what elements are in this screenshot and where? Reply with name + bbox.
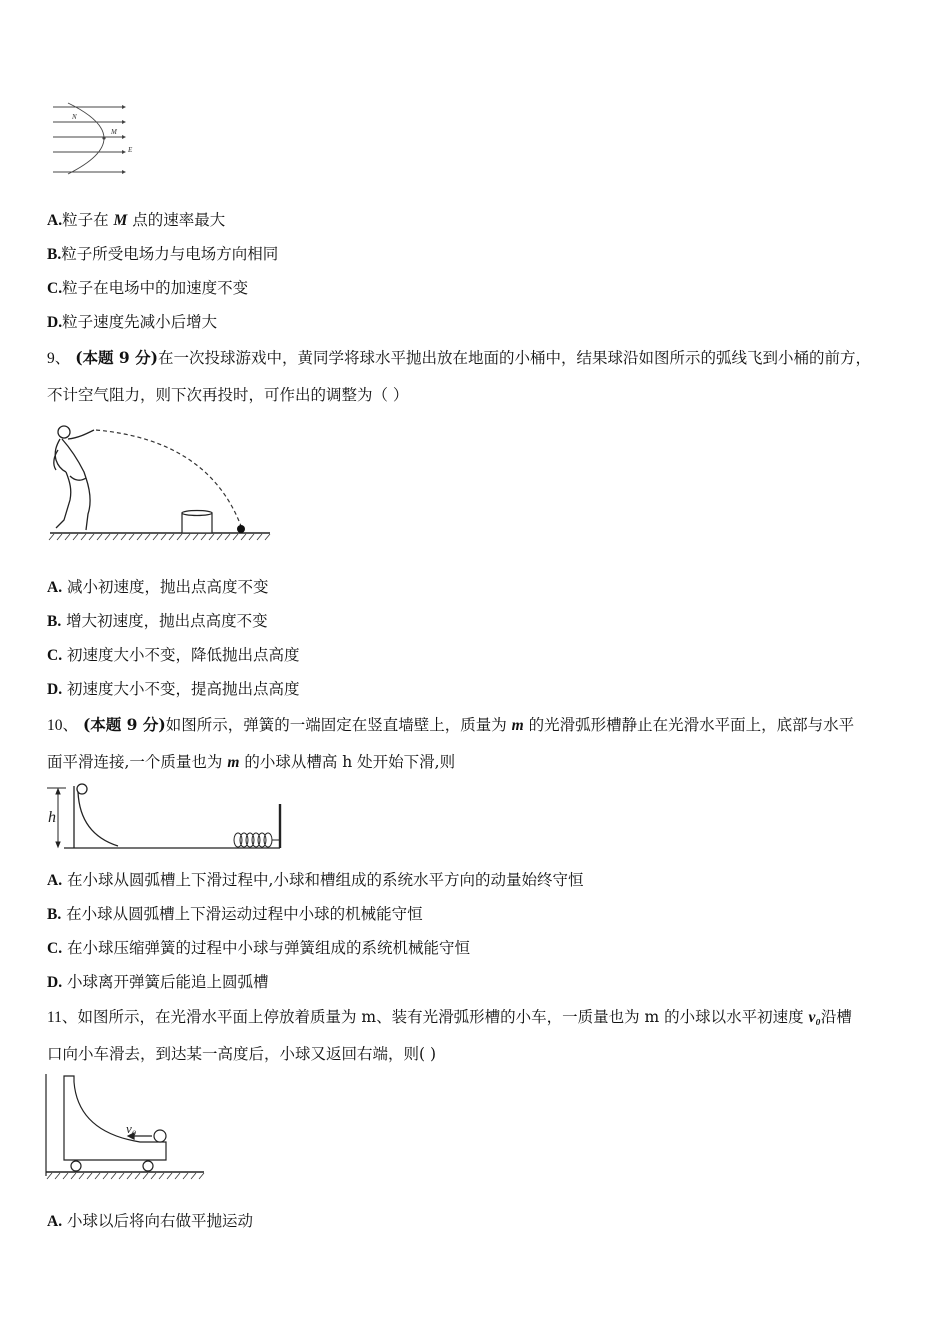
q10-option-c: C. 在小球压缩弹簧的过程中小球与弹簧组成的系统机械能守恒 — [47, 939, 471, 957]
fig8-label-e: E — [128, 146, 133, 154]
q8-option-a: A.粒子在 M 点的速率最大 — [47, 211, 226, 229]
q11-stem-line1: 11、如图所示，在光滑水平面上停放着质量为 m、装有光滑弧形槽的小车，一质量也为 m 的小球以水平初速度 v₀沿槽 — [47, 1008, 852, 1026]
q10-option-a: A. 在小球从圆弧槽上下滑过程中,小球和槽组成的系统水平方向的动量始终守恒 — [47, 871, 584, 889]
q11-option-a: A. 小球以后将向右做平抛运动 — [47, 1212, 254, 1230]
fig10-label-h: h — [48, 809, 56, 826]
fig8-label-n: N — [72, 113, 77, 121]
q8-option-b: B.粒子所受电场力与电场方向相同 — [47, 245, 279, 263]
q9-option-d: D. 初速度大小不变，提高抛出点高度 — [47, 680, 300, 698]
q10-stem-line1: 10、 (本题 9 分)如图所示，弹簧的一端固定在竖直墙壁上，质量为 m 的光滑弧形槽静止在光滑水平面上，底部与水平 — [47, 715, 855, 734]
figure-cart-groove — [44, 1072, 209, 1184]
q10-stem-line2: 面平滑连接,一个质量也为 m 的小球从槽高 h 处开始下滑,则 — [47, 753, 456, 771]
q9-option-c: C. 初速度大小不变，降低抛出点高度 — [47, 646, 300, 664]
q9-stem-line2: 不计空气阻力，则下次再投时，可作出的调整为（ ） — [47, 386, 409, 404]
q11-stem-line2: 口向小车滑去，到达某一高度后，小球又返回右端，则( ) — [47, 1045, 437, 1063]
q10-option-d: D. 小球离开弹簧后能追上圆弧槽 — [47, 973, 269, 991]
figure-arc-groove-spring — [44, 782, 289, 854]
q8-option-d: D.粒子速度先减小后增大 — [47, 313, 218, 331]
q10-option-b: B. 在小球从圆弧槽上下滑运动过程中小球的机械能守恒 — [47, 905, 423, 923]
q8-option-c: C.粒子在电场中的加速度不变 — [47, 279, 249, 297]
q9-option-b: B. 增大初速度，抛出点高度不变 — [47, 612, 268, 630]
fig11-label-v0: v₀ — [126, 1121, 137, 1136]
figure-ball-throw — [48, 420, 273, 542]
q9-stem-line1: 9、 (本题 9 分)在一次投球游戏中，黄同学将球水平抛出放在地面的小桶中，结果球沿如图所示的弧线飞到小桶的前方， — [47, 348, 871, 367]
figure-electric-field — [50, 100, 140, 180]
fig8-label-m: M — [111, 128, 117, 136]
q9-option-a: A. 减小初速度，抛出点高度不变 — [47, 578, 269, 596]
